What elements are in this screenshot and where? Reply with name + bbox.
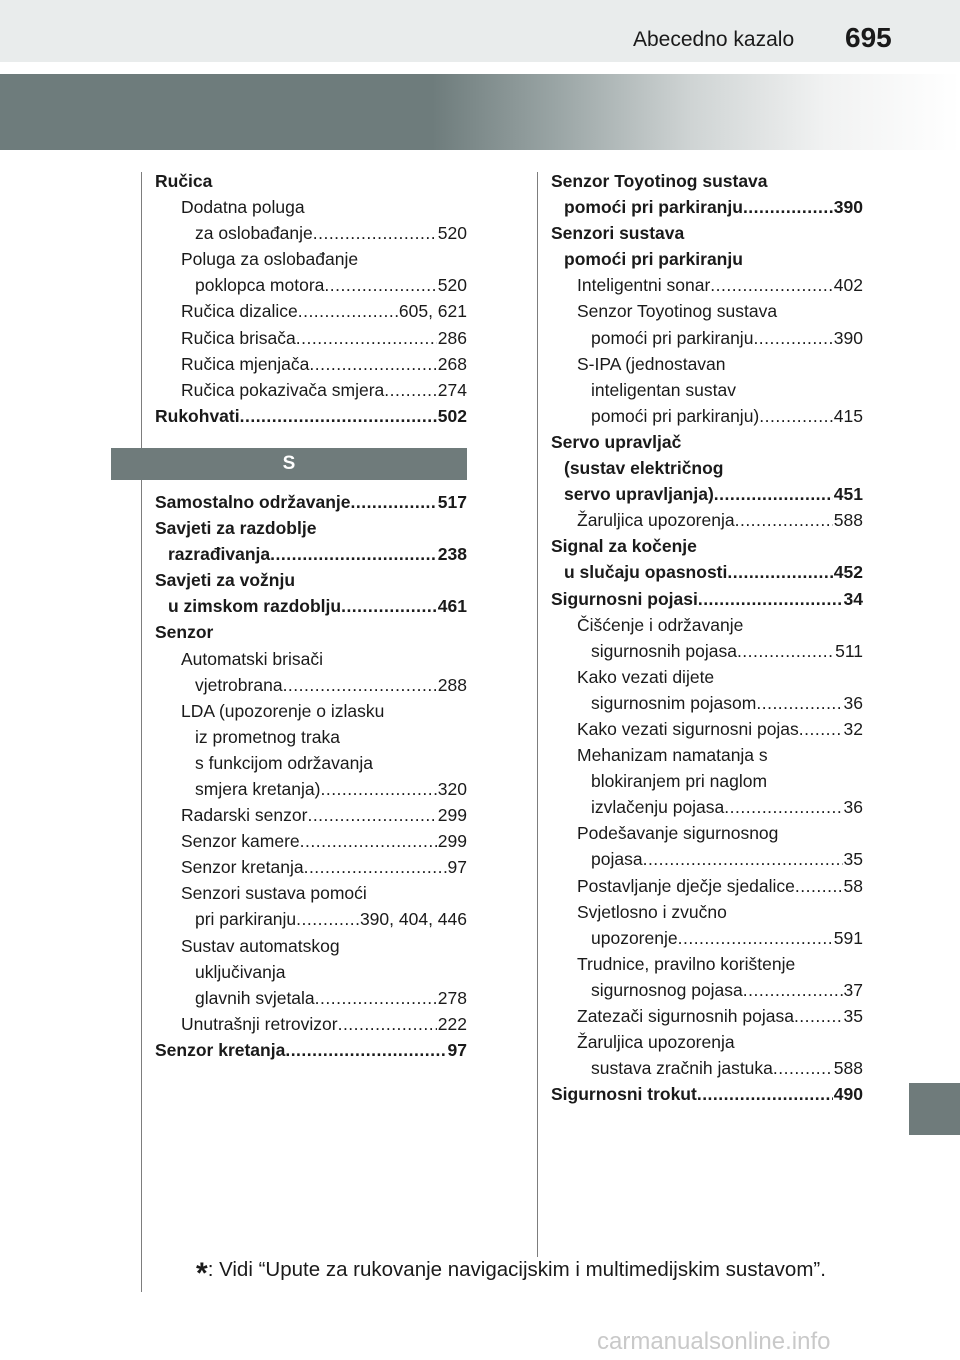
watermark: carmanualsonline.info (597, 1328, 831, 1355)
entry-page-ref: 320 (437, 778, 467, 799)
entry-label: pomoći pri parkiranju (564, 197, 743, 218)
entry-page-ref: 299 (437, 805, 467, 826)
index-entry (155, 906, 467, 932)
index-entry: Signal za kočenje (551, 536, 697, 557)
entry-label: smjera kretanja) (195, 778, 321, 799)
index-entry (155, 802, 467, 828)
entry-label: razrađivanja (168, 544, 271, 565)
entry-label: Inteligentni sonar (577, 275, 711, 296)
index-entry (155, 298, 467, 324)
entry-page-ref: 58 (843, 875, 863, 896)
entry-page-ref: 588 (833, 510, 863, 531)
index-entry: blokiranjem pri naglom (591, 771, 768, 792)
dot-leader (338, 1011, 437, 1037)
index-entry (155, 672, 467, 698)
index-entry: Ručica (155, 171, 213, 191)
entry-label: Rukohvati (155, 405, 240, 426)
index-entry: Servo upravljač (551, 431, 682, 452)
index-entry (155, 325, 467, 351)
entry-page-ref: 97 (447, 857, 467, 878)
index-column-right (551, 168, 863, 1107)
left-margin-rule (141, 172, 142, 1292)
index-entry (155, 985, 467, 1011)
entry-label: Senzor kretanja (155, 1039, 286, 1060)
dot-leader (240, 403, 437, 429)
index-entry (551, 794, 863, 820)
index-entry: Poluga za oslobađanje (181, 249, 359, 270)
index-entry (551, 403, 863, 429)
entry-page-ref: 520 (437, 275, 467, 296)
entry-page-ref: 451 (833, 484, 863, 505)
entry-page-ref: 35 (843, 849, 863, 870)
index-entry (551, 559, 863, 585)
dot-leader (300, 828, 437, 854)
entry-page-ref: 288 (437, 674, 467, 695)
index-entry (155, 854, 467, 880)
entry-page-ref: 452 (833, 562, 863, 583)
entry-page-ref: 34 (843, 588, 863, 609)
index-entry (551, 325, 863, 351)
dot-leader (320, 776, 436, 802)
dot-leader (384, 377, 437, 403)
entry-label: servo upravljanja) (564, 484, 714, 505)
index-entry (155, 220, 467, 246)
index-entry (551, 873, 863, 899)
entry-page-ref: 36 (843, 692, 863, 713)
dot-leader (737, 638, 834, 664)
dot-leader (285, 1037, 446, 1063)
index-entry: Automatski brisači (181, 648, 323, 669)
index-entry: Čišćenje i održavanje (577, 614, 744, 635)
dot-leader (341, 593, 437, 619)
index-entry (551, 846, 863, 872)
dot-leader (753, 325, 832, 351)
column-divider (537, 172, 538, 1257)
dot-leader (315, 985, 437, 1011)
dot-leader (698, 586, 843, 612)
index-entry (155, 776, 467, 802)
entry-label: upozorenje (591, 927, 678, 948)
entry-label: sustava zračnih jastuka (591, 1058, 773, 1079)
dot-leader (697, 1081, 833, 1107)
index-entry: Senzor (155, 622, 214, 643)
index-entry: iz prometnog traka (195, 726, 340, 747)
footnote-marker: * (196, 1257, 208, 1290)
index-entry (551, 586, 863, 612)
dot-leader (735, 507, 833, 533)
dot-leader (270, 541, 437, 567)
entry-page-ref: 278 (437, 987, 467, 1008)
entry-page-ref: 390 (833, 327, 863, 348)
entry-page-ref: 390 (833, 197, 863, 218)
entry-label: za oslobađanje (195, 223, 313, 244)
entry-page-ref: 390, 404, 446 (359, 909, 467, 930)
index-entry (155, 828, 467, 854)
dot-leader (714, 481, 833, 507)
page-header-title: Abecedno kazalo (633, 28, 795, 51)
index-group-r (155, 168, 467, 429)
entry-page-ref: 520 (437, 223, 467, 244)
entry-page-ref: 461 (437, 596, 467, 617)
entry-label: pojasa (591, 849, 643, 870)
index-entry: (sustav električnog (564, 458, 724, 479)
index-thumb-tab (909, 1083, 960, 1135)
entry-label: sigurnosnim pojasom (591, 692, 757, 713)
index-entry: Svjetlosno i zvučno (577, 901, 727, 922)
index-entry: Dodatna poluga (181, 197, 305, 218)
index-entry: Kako vezati dijete (577, 666, 715, 687)
index-entry (155, 403, 467, 429)
header-band (0, 0, 960, 62)
entry-label: Ručica mjenjača (181, 353, 310, 374)
entry-label: Radarski senzor (181, 805, 308, 826)
index-column-left (155, 168, 467, 1063)
index-entry (551, 925, 863, 951)
dot-leader (643, 846, 843, 872)
dot-leader (799, 716, 843, 742)
index-entry (551, 1055, 863, 1081)
index-entry: uključivanja (195, 961, 286, 982)
index-entry: Žaruljica upozorenja (577, 1032, 735, 1053)
entry-label: sigurnosnih pojasa (591, 640, 737, 661)
entry-label: Senzor kamere (181, 831, 300, 852)
dot-leader (307, 802, 436, 828)
entry-label: Zatezači sigurnosnih pojasa (577, 1006, 794, 1026)
entry-label: Unutrašnji retrovizor (181, 1013, 338, 1034)
index-entry: Savjeti za razdoblje (155, 518, 317, 539)
section-letter-bar: S (111, 448, 467, 480)
index-entry (155, 489, 467, 515)
entry-page-ref: 274 (437, 379, 467, 400)
entry-label: pomoći pri parkiranju (591, 327, 754, 348)
entry-page-ref: 591 (833, 927, 863, 948)
entry-label: glavnih svjetala (195, 987, 315, 1008)
dot-leader (350, 489, 436, 515)
dot-leader (296, 325, 437, 351)
entry-label: poklopca motora (195, 275, 325, 296)
dot-leader (795, 873, 843, 899)
footnote (196, 1257, 826, 1291)
index-entry (155, 272, 467, 298)
entry-label: Ručica brisača (181, 327, 296, 348)
index-entry (551, 638, 863, 664)
entry-page-ref: 36 (843, 797, 863, 818)
entry-page-ref: 588 (833, 1058, 863, 1079)
footnote-text: : Vidi “Upute za rukovanje navigacijskim i multimedijskim sustavom”. (207, 1258, 826, 1281)
index-entry: S-IPA (jednostavan (577, 353, 726, 374)
entry-page-ref: 415 (833, 405, 863, 426)
dot-leader (743, 194, 833, 220)
index-entry (551, 481, 863, 507)
dot-leader (759, 403, 833, 429)
index-entry (551, 1003, 863, 1029)
entry-label: Senzor kretanja (181, 857, 304, 878)
index-entry (155, 1011, 467, 1037)
entry-label: u slučaju opasnosti (564, 562, 728, 583)
index-entry (551, 507, 863, 533)
entry-page-ref: 502 (437, 405, 467, 426)
entry-label: pomoći pri parkiranju) (591, 405, 760, 426)
index-entry (551, 977, 863, 1003)
entry-page-ref: 605, 621 (398, 301, 467, 322)
dot-leader (283, 672, 437, 698)
index-entry: Trudnice, pravilno korištenje (577, 953, 796, 974)
index-entry (155, 377, 467, 403)
entry-page-ref: 32 (843, 718, 863, 739)
index-entry: Savjeti za vožnju (155, 570, 296, 591)
dot-leader (727, 559, 832, 585)
entry-page-ref: 97 (447, 1039, 467, 1060)
entry-label: Sigurnosni trokut (551, 1084, 697, 1105)
entry-label: izvlačenju pojasa (591, 797, 725, 818)
index-entry (155, 593, 467, 619)
index-entry (551, 272, 863, 298)
entry-label: Samostalno održavanje (155, 491, 351, 512)
index-entry: Mehanizam namatanja s (577, 745, 768, 766)
entry-page-ref: 517 (437, 491, 467, 512)
index-entry: Podešavanje sigurnosnog (577, 823, 779, 844)
header-gradient-bar (0, 74, 960, 150)
entry-label: Sigurnosni pojasi (551, 588, 698, 609)
index-entry: pomoći pri parkiranju (564, 249, 743, 270)
entry-page-ref: 238 (437, 544, 467, 565)
index-entry: Senzori sustava pomoći (181, 883, 367, 904)
index-entry: Senzor Toyotinog sustava (577, 301, 778, 322)
index-entry (155, 351, 467, 377)
index-entry (551, 1081, 863, 1107)
entry-page-ref: 490 (833, 1084, 863, 1105)
index-entry (551, 716, 863, 742)
index-entry: s funkcijom održavanja (195, 752, 373, 773)
dot-leader (678, 925, 833, 951)
index-entry: Senzor Toyotinog sustava (551, 171, 768, 191)
dot-leader (298, 298, 398, 324)
entry-page-ref: 511 (835, 640, 863, 661)
index-entry: inteligentan sustav (591, 379, 736, 400)
index-entry: Sustav automatskog (181, 935, 340, 956)
index-entry (551, 690, 863, 716)
dot-leader (710, 272, 833, 298)
entry-page-ref: 299 (437, 831, 467, 852)
entry-label: Kako vezati sigurnosni pojas (577, 718, 799, 739)
dot-leader (304, 854, 447, 880)
entry-label: vjetrobrana (195, 674, 283, 695)
entry-label: Ručica dizalice (181, 301, 298, 322)
dot-leader (724, 794, 842, 820)
page-number: 695 (845, 22, 892, 53)
dot-leader (743, 977, 843, 1003)
entry-label: pri parkiranju (195, 909, 297, 930)
entry-label: Postavljanje dječje sjedalice (577, 875, 795, 896)
index-entry (155, 1037, 467, 1063)
entry-page-ref: 286 (437, 327, 467, 348)
dot-leader (309, 351, 436, 377)
entry-label: sigurnosnog pojasa (591, 979, 743, 1000)
index-entry (551, 194, 863, 220)
dot-leader (313, 220, 437, 246)
dot-leader (756, 690, 842, 716)
entry-label: Žaruljica upozorenja (577, 510, 735, 531)
entry-page-ref: 222 (437, 1013, 467, 1034)
index-entry: Senzori sustava (551, 223, 685, 244)
index-entry: LDA (upozorenje o izlasku (181, 700, 385, 721)
dot-leader (773, 1055, 833, 1081)
entry-label: Ručica pokazivača smjera (181, 379, 385, 400)
entry-label: u zimskom razdoblju (168, 596, 342, 617)
entry-page-ref: 268 (437, 353, 467, 374)
entry-page-ref: 402 (833, 275, 863, 296)
index-entry (155, 541, 467, 567)
dot-leader (296, 906, 359, 932)
index-group-s (155, 489, 467, 1063)
entry-page-ref: 37 (843, 979, 863, 1000)
dot-leader (324, 272, 436, 298)
entry-page-ref: 35 (843, 1006, 863, 1026)
dot-leader (794, 1003, 843, 1029)
